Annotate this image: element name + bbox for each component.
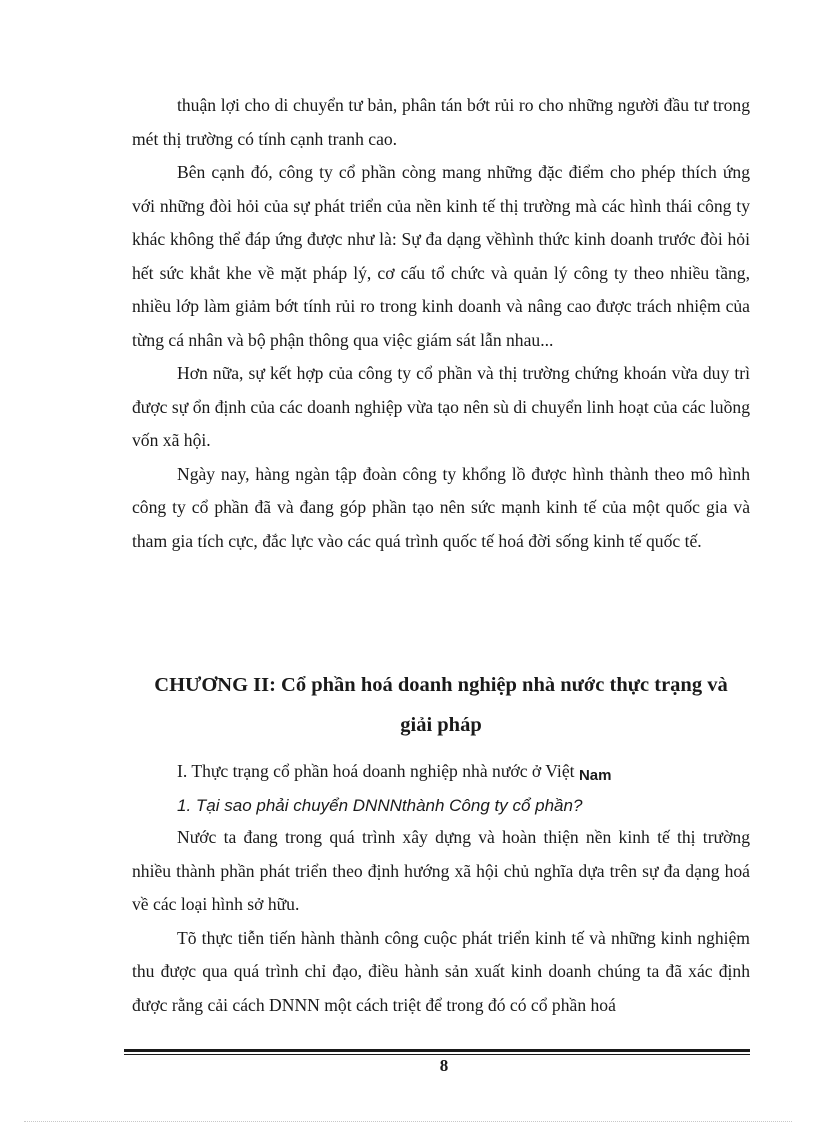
footer-rule-thick — [124, 1049, 750, 1052]
page-number: 8 — [439, 1056, 449, 1075]
paragraph-characteristics: Bên cạnh đó, công ty cổ phần còng mang những đặc điểm cho phép thích ứng với những đòi hỏi của sự phát triển của nền kinh tế thị trường mà các hình thái công ty khác không thể đáp ứng được như là: Sự đa dạng vềhình thức kinh doanh trước đòi hỏi hết sức khắt khe về mặt pháp lý, cơ cấu tổ chức và quản lý công ty theo nhiều tầng, nhiều lớp làm giảm bớt tính rủi ro trong kinh doanh và nâng cao được trách nhiệm của từng cá nhân và bộ phận thông qua việc giám sát lẫn nhau... — [132, 162, 750, 350]
page-bottom-border — [24, 1121, 792, 1122]
section-heading — [177, 761, 611, 784]
section-heading-suffix: Nam — [578, 767, 612, 784]
paragraph-reform: Tõ thực tiễn tiến hành thành công cuộc phát triển kinh tế và những kinh nghiệm thu được qua quá trình chỉ đạo, điều hành sản xuất kinh doanh chúng ta đã xác định được rằng cải cách DNNN một cách triệt để trong đó có cổ phần hoá — [132, 927, 750, 1015]
section-heading-text: I. Thực trạng cổ phần hoá doanh nghiệp nhà nước ở Việt — [177, 761, 575, 781]
paragraph-market-economy: Nước ta đang trong quá trình xây dựng và hoàn thiện nền kinh tế thị trường nhiều thành phần phát triển theo định hướng xã hội chủ nghĩa dựa trên sự đa dạng hoá về các loại hình sở hữu. — [132, 827, 750, 914]
paragraph-stock-market: Hơn nữa, sự kết hợp của công ty cổ phần và thị trường chứng khoán vừa duy trì được sự ổn định của các doanh nghiệp vừa tạo nên sù di chuyển linh hoạt của các luồng vốn xã hội. — [132, 363, 750, 450]
body-text-top — [132, 89, 750, 558]
paragraph-continuation: thuận lợi cho di chuyển tư bản, phân tán bớt rủi ro cho những người đầu tư trong mét thị trường có tính cạnh tranh cao. — [132, 95, 750, 149]
chapter-heading-line1: CHƯƠNG II: Cổ phần hoá doanh nghiệp nhà nước thực trạng và — [154, 674, 728, 696]
subsection-heading: 1. Tại sao phải chuyển DNNNthành Công ty cổ phần? — [177, 796, 583, 815]
paragraph-corporations: Ngày nay, hàng ngàn tập đoàn công ty khổng lồ được hình thành theo mô hình công ty cổ phần đã và đang góp phần tạo nên sức mạnh kinh tế của một quốc gia và tham gia tích cực, đắc lực vào các quá trình quốc tế hoá đời sống kinh tế quốc tế. — [132, 463, 750, 551]
chapter-heading-line2: giải pháp — [400, 714, 482, 736]
body-text-bottom — [132, 821, 750, 1022]
chapter-heading — [132, 665, 750, 745]
footer-rule-thin — [124, 1054, 750, 1055]
